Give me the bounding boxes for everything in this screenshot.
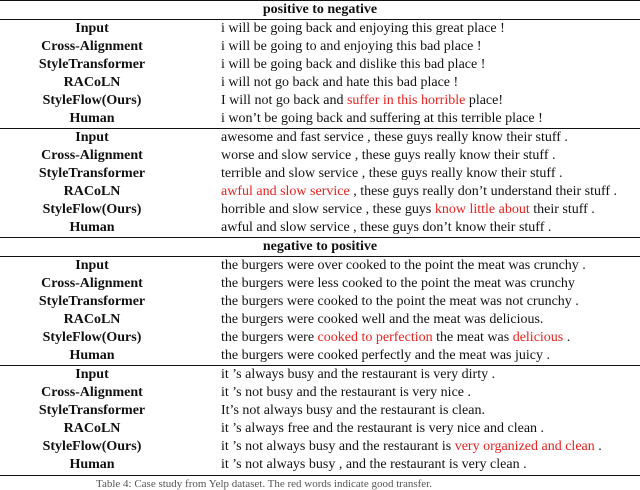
- table-bottom-rule: [0, 475, 640, 476]
- sentence-text: the meat was: [432, 330, 513, 345]
- sentence-text: , these guys really don’t understand their stuff .: [349, 184, 618, 199]
- model-name: Cross-Alignment: [41, 385, 143, 400]
- table-row: [0, 201, 640, 219]
- model-name: StyleTransformer: [38, 57, 146, 72]
- model-name: StyleFlow(Ours): [42, 202, 142, 217]
- sentence-text: the burgers were cooked perfectly and the meat was juicy .: [221, 348, 550, 363]
- sentence: [221, 347, 550, 365]
- model-name: Human: [69, 111, 115, 126]
- sentence-text: It’s not always busy and the restaurant is clean.: [221, 403, 485, 418]
- model-name: StyleTransformer: [38, 403, 146, 418]
- model-name: StyleFlow(Ours): [42, 439, 142, 454]
- sentence-text: it ’s always free and the restaurant is very nice and clean .: [221, 421, 545, 436]
- model-name: Cross-Alignment: [41, 148, 143, 163]
- table-row: [0, 293, 640, 311]
- sentence-text: the burgers were cooked to the point the meat was not crunchy .: [221, 294, 579, 309]
- table-row: [0, 438, 640, 456]
- sentence-text: it ’s not always busy and the restaurant is: [221, 439, 455, 454]
- sentence: [221, 456, 527, 474]
- section-title: positive to negative: [262, 2, 378, 17]
- table-row: [0, 402, 640, 420]
- sentence-text: it ’s not busy and the restaurant is very nice .: [221, 385, 471, 400]
- table-row: [0, 20, 640, 38]
- table-row: [0, 110, 640, 128]
- model-name: Human: [69, 220, 115, 235]
- model-name: StyleFlow(Ours): [42, 93, 142, 108]
- model-name: RACoLN: [63, 184, 121, 199]
- model-name: RACoLN: [63, 312, 121, 327]
- sentence: [221, 74, 458, 92]
- sentence-text: i will be going back and dislike this bad place !: [221, 57, 486, 72]
- table-row: [0, 74, 640, 92]
- sentence: [221, 420, 544, 438]
- sentence: [221, 165, 562, 183]
- model-name: Input: [75, 130, 109, 145]
- model-name: Input: [75, 367, 109, 382]
- table-row: [0, 56, 640, 74]
- table-row: [0, 366, 640, 384]
- sentence: [221, 38, 482, 56]
- table-row: [0, 275, 640, 293]
- sentence: [221, 402, 485, 420]
- sentence: [221, 329, 570, 347]
- sentence-text: worse and slow service , these guys really know their stuff .: [221, 148, 556, 163]
- sentence: [221, 275, 575, 293]
- sentence-text: .: [594, 439, 602, 454]
- sentence-text: i will not go back and hate this bad place !: [221, 75, 459, 90]
- model-name: StyleTransformer: [38, 294, 146, 309]
- sentence: [221, 110, 543, 128]
- table-row: [0, 257, 640, 275]
- sentence: [221, 311, 543, 329]
- sentence-text: it ’s always busy and the restaurant is very dirty .: [221, 367, 496, 382]
- model-name: Input: [75, 258, 109, 273]
- table-row: [0, 38, 640, 56]
- sentence: [221, 201, 595, 219]
- sentence: [221, 20, 505, 38]
- model-name: StyleFlow(Ours): [42, 330, 142, 345]
- sentence-text: terrible and slow service , these guys really know their stuff .: [221, 166, 563, 181]
- sentence-text: the burgers were over cooked to the point the meat was crunchy .: [221, 258, 586, 273]
- sentence: [221, 183, 617, 201]
- sentence-text: horrible and slow service , these guys: [221, 202, 435, 217]
- sentence-text: .: [563, 330, 571, 345]
- sentence: [221, 257, 586, 275]
- table-row: [0, 183, 640, 201]
- sentence-text: place!: [465, 93, 504, 108]
- sentence-text: the burgers were: [221, 330, 318, 345]
- model-name: Cross-Alignment: [41, 39, 143, 54]
- highlighted-phrase: know little about: [434, 202, 530, 217]
- sentence-text: I will not go back and: [221, 93, 347, 108]
- model-name: Human: [69, 457, 115, 472]
- sentence: [221, 293, 579, 311]
- section-title: negative to positive: [262, 239, 378, 254]
- sentence: [221, 147, 556, 165]
- table-row: [0, 219, 640, 237]
- sentence: [221, 384, 471, 402]
- highlighted-phrase: awful and slow service: [221, 184, 350, 199]
- highlighted-phrase: cooked to perfection: [317, 330, 433, 345]
- sentence: [221, 366, 495, 384]
- sentence-text: i will be going back and enjoying this great place !: [221, 21, 505, 36]
- sentence: [221, 438, 602, 456]
- highlighted-phrase: very organized and clean: [454, 439, 595, 454]
- highlighted-phrase: delicious: [512, 330, 564, 345]
- table-row: [0, 347, 640, 365]
- table-row: [0, 456, 640, 474]
- model-name: RACoLN: [63, 75, 121, 90]
- sentence-text: awesome and fast service , these guys really know their stuff .: [221, 130, 568, 145]
- sentence-text: i won’t be going back and suffering at this terrible place !: [221, 111, 543, 126]
- table-row: [0, 92, 640, 110]
- table-row: [0, 420, 640, 438]
- sentence-text: their stuff .: [529, 202, 595, 217]
- sentence: [221, 56, 485, 74]
- table-row: [0, 384, 640, 402]
- table-row: [0, 329, 640, 347]
- sentence: [221, 129, 568, 147]
- sentence-text: awful and slow service , these guys don’t know their stuff .: [221, 220, 552, 235]
- sentence: [221, 219, 551, 237]
- sentence-text: i will be going to and enjoying this bad place !: [221, 39, 482, 54]
- table-row: [0, 129, 640, 147]
- highlighted-phrase: suffer in this horrible: [346, 93, 466, 108]
- model-name: RACoLN: [63, 421, 121, 436]
- model-name: StyleTransformer: [38, 166, 146, 181]
- sentence-text: it ’s not always busy , and the restaurant is very clean .: [221, 457, 527, 472]
- table-row: [0, 147, 640, 165]
- table-caption: Table 4: Case study from Yelp dataset. The red words indicate good transfer.: [96, 478, 432, 490]
- sentence: [221, 92, 503, 110]
- model-name: Human: [69, 348, 115, 363]
- sentence-text: the burgers were less cooked to the point the meat was crunchy: [221, 276, 575, 291]
- model-name: Cross-Alignment: [41, 276, 143, 291]
- table-row: [0, 311, 640, 329]
- sentence-text: the burgers were cooked well and the meat was delicious.: [221, 312, 544, 327]
- model-name: Input: [75, 21, 109, 36]
- table-row: [0, 165, 640, 183]
